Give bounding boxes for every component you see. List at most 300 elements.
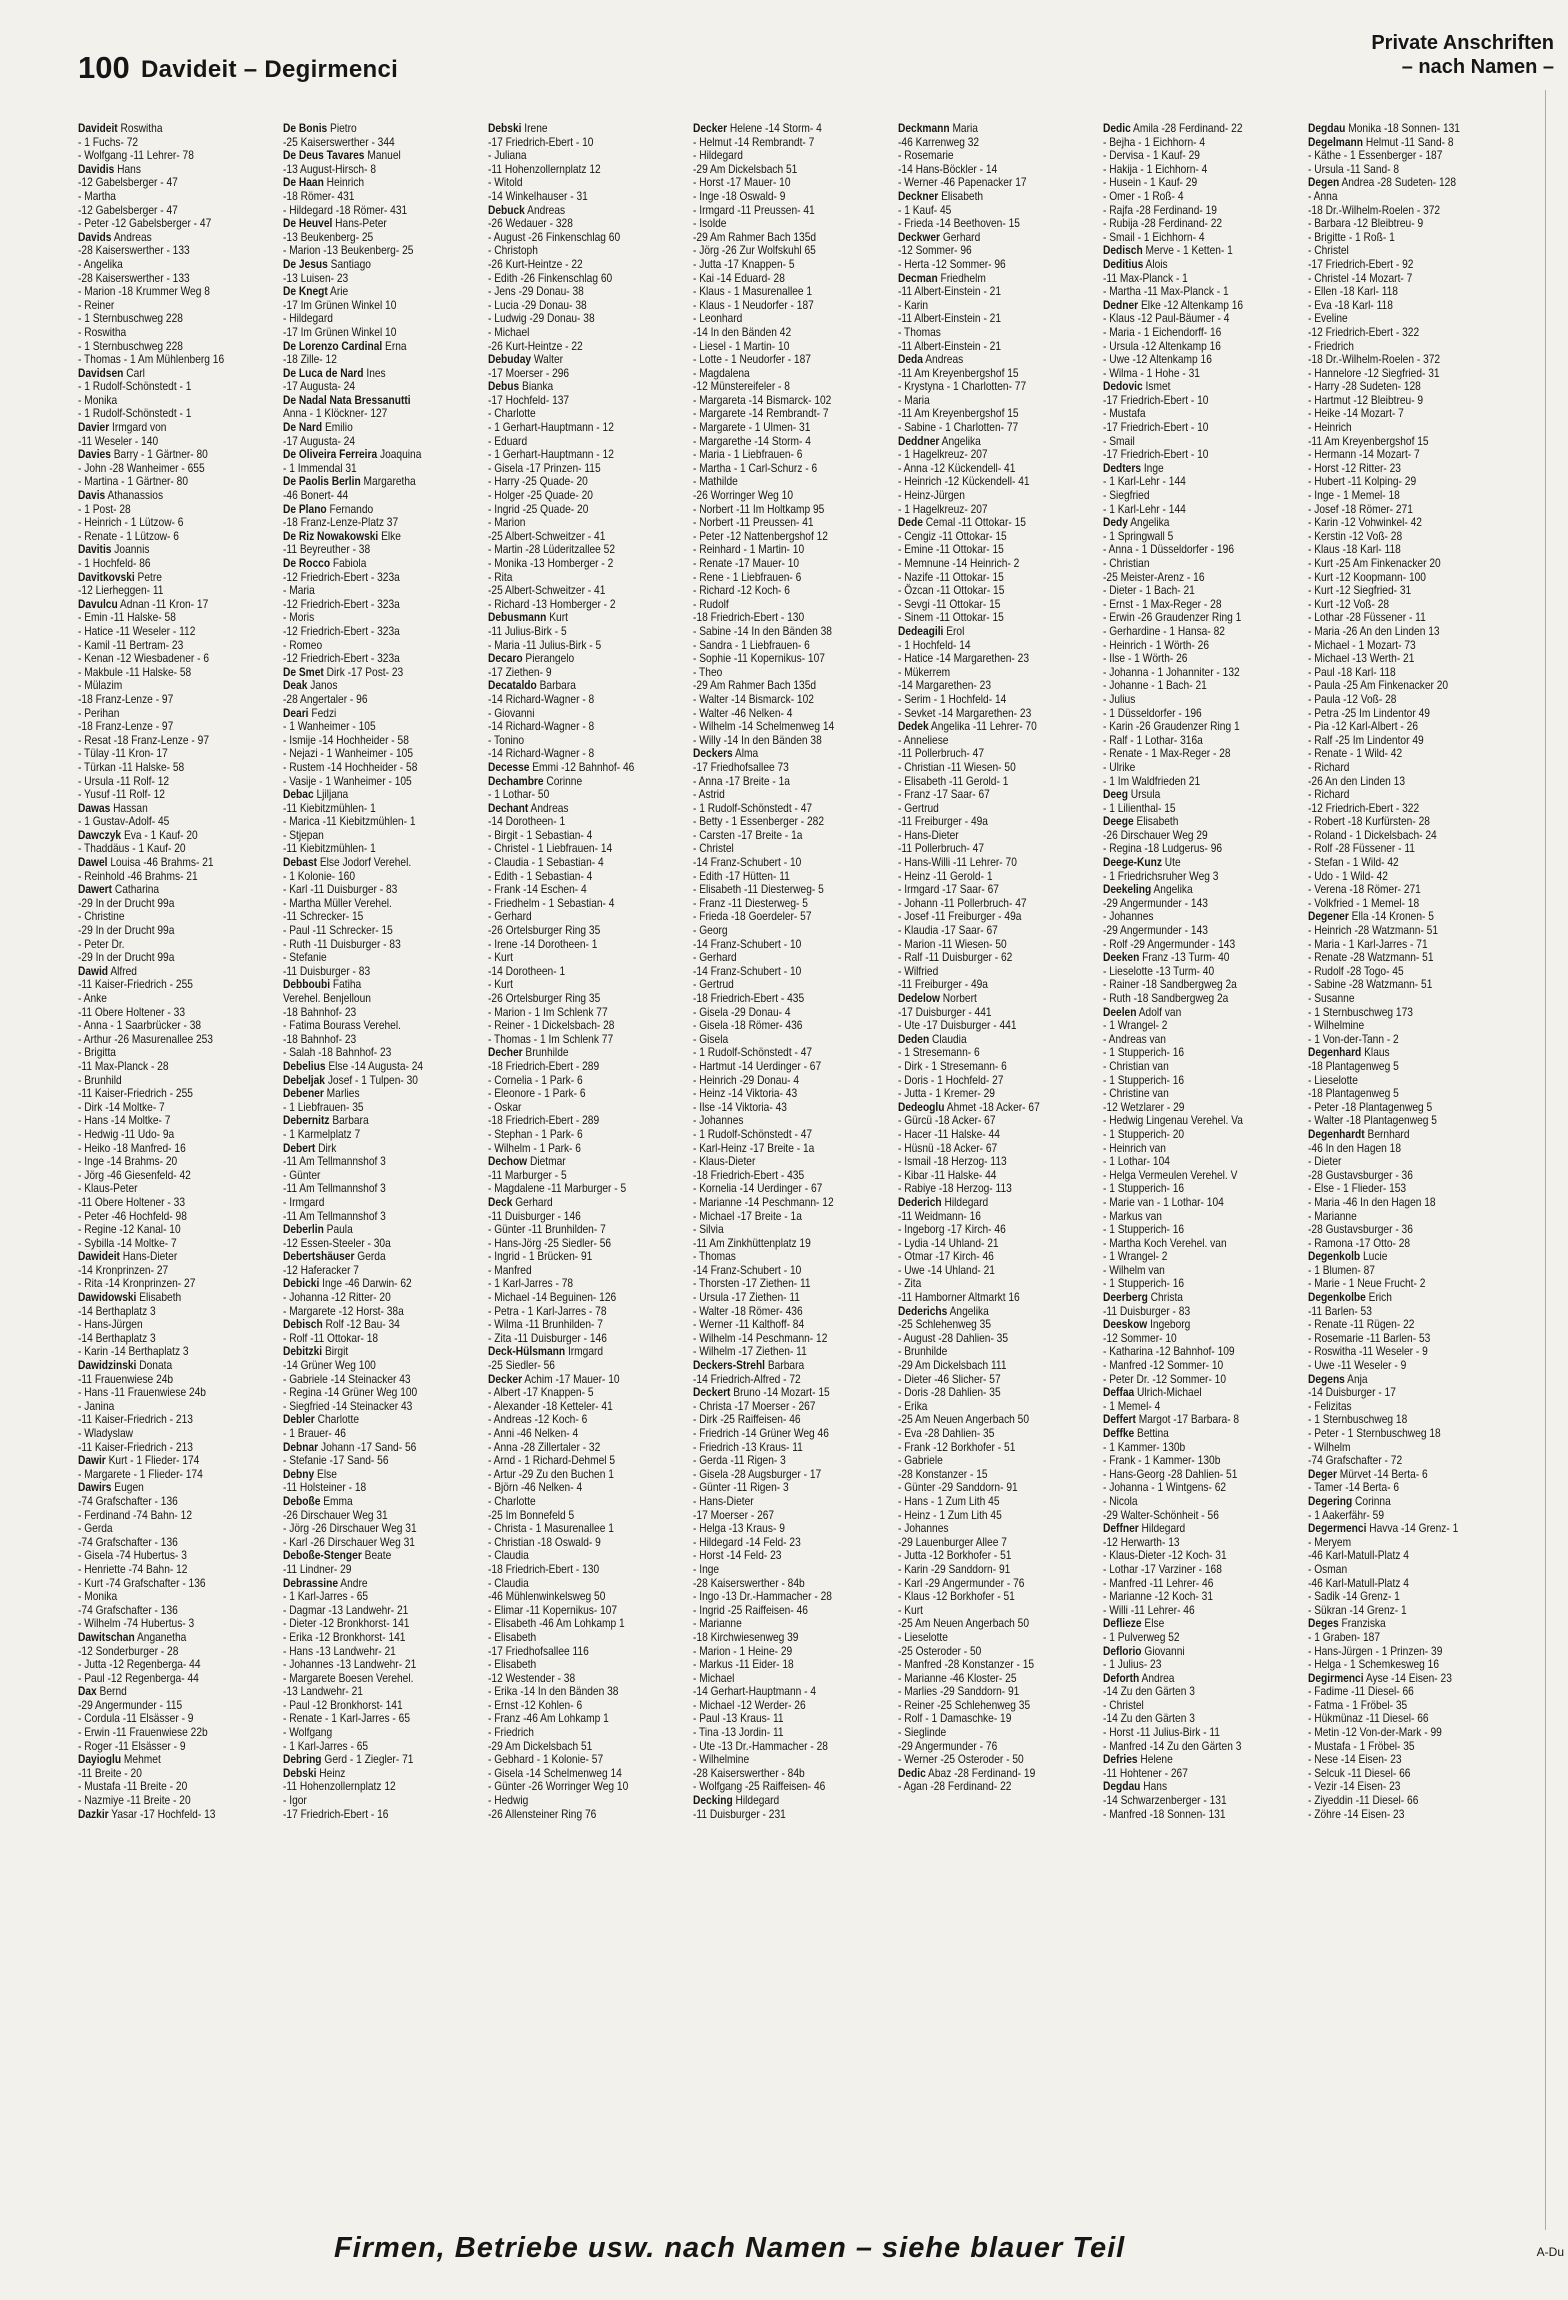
directory-entry-line: - Karl -11 Duisburger - 83 (283, 883, 398, 897)
directory-entry-line: - Ferdinand -74 Bahn- 12 (78, 1508, 193, 1522)
directory-entry-line: -29 Lauenburger Allee 7 (898, 1535, 1007, 1549)
entry-detail: Adnan -11 Kron- 17 (117, 597, 209, 611)
directory-entry-line: - Sinem -11 Ottokar- 15 (898, 611, 1004, 625)
directory-entry-line: - Zita (898, 1277, 922, 1291)
entry-detail: Barry - 1 Gärtner- 80 (110, 448, 208, 462)
entry-detail: Norbert (939, 992, 977, 1005)
directory-entry-line: -11 Obere Holtener - 33 (78, 1195, 186, 1209)
directory-entry-line: - Hildegard -18 Römer- 431 (283, 203, 408, 217)
entry-detail: Fedzi (308, 706, 337, 720)
directory-entry-line: -12 Münstereifeler - 8 (693, 380, 790, 394)
directory-entry-line: -11 Lindner- 29 (283, 1562, 352, 1576)
directory-entry-line: - 1 Stupperich- 20 (1103, 1127, 1185, 1141)
directory-entry-line: - Kai -14 Eduard- 28 (693, 271, 785, 285)
directory-entry-line: - Heinrich - 1 Lützow- 6 (78, 516, 184, 530)
directory-entry-head (283, 679, 450, 693)
directory-entry-line: - Renate - 1 Karl-Jarres - 65 (283, 1712, 411, 1726)
directory-entry-line: - Willi -11 Lehrer- 46 (1103, 1603, 1195, 1617)
directory-entry-line: - Martha Müller Verehel. (283, 896, 392, 910)
directory-entry-line: - Erika (898, 1399, 928, 1413)
entry-detail: Else (314, 1467, 337, 1481)
directory-entry-line: - Anna - 1 Saarbrücker - 38 (78, 1019, 202, 1033)
directory-entry-head (1308, 1617, 1475, 1631)
directory-entry-line: - Ziyeddin -11 Diesel- 66 (1308, 1794, 1419, 1808)
directory-entry-line: - Frieda -14 Beethoven- 15 (898, 217, 1020, 231)
directory-entry-line: - Henriette -74 Bahn- 12 (78, 1562, 188, 1576)
directory-entry-line: - 1 Friedrichsruher Weg 3 (1103, 869, 1219, 883)
surname: Deflieze (1103, 1617, 1142, 1631)
directory-entry-line: -29 Am Rahmer Bach 135d (693, 230, 817, 244)
directory-entry-line: - Kibar -11 Halske- 44 (898, 1168, 997, 1182)
directory-columns (78, 122, 1510, 2172)
entry-detail: Brunhilde (522, 1046, 569, 1060)
directory-entry-line: -17 Augusta- 24 (283, 380, 356, 394)
directory-entry-line: - Maria - 1 Liebfrauen- 6 (693, 448, 803, 462)
entry-detail: Angelika (939, 434, 981, 448)
directory-entry-line: -11 Kiebitzmühlen- 1 (283, 801, 376, 815)
directory-entry-line: - Maria - 1 Karl-Jarres - 71 (1308, 937, 1428, 951)
directory-entry-head (283, 149, 450, 163)
directory-entry-line: - Otmar -17 Kirch- 46 (898, 1250, 994, 1264)
directory-entry-head (283, 530, 450, 544)
directory-entry-head (1103, 1780, 1270, 1794)
directory-entry-line: - Heinrich (1308, 421, 1352, 435)
directory-entry-line: - Johannes (898, 1522, 949, 1536)
entry-detail: Ella -14 Kronen- 5 (1348, 910, 1434, 924)
surname: Dedeagili (898, 624, 944, 638)
directory-entry-line: - Klaus -18 Karl- 118 (1308, 543, 1401, 557)
directory-entry-line: - Franz -17 Saar- 67 (898, 788, 990, 802)
entry-detail: Hildegard (941, 1195, 989, 1209)
directory-entry-line: - Jutta -12 Borkhofer - 51 (898, 1549, 1012, 1563)
directory-entry-line: -18 Dr.-Wilhelm-Roelen - 372 (1308, 353, 1441, 367)
directory-entry-line: - Rolf -29 Angermunder - 143 (1103, 937, 1236, 951)
directory-entry-line: - Wilhelm -74 Hubertus- 3 (78, 1617, 195, 1631)
directory-entry-line: - Vezir -14 Eisen- 23 (1308, 1780, 1401, 1794)
directory-entry-head (488, 122, 655, 136)
directory-entry-line: - Friedrich (488, 1726, 534, 1740)
directory-entry-line: - Ramona -17 Otto- 28 (1308, 1236, 1411, 1250)
directory-entry-head (283, 1087, 450, 1101)
directory-entry-line: - 1 Pulverweg 52 (1103, 1630, 1180, 1644)
surname: Degenhardt (1308, 1127, 1365, 1141)
directory-entry-line: -11 Kaiser-Friedrich - 213 (78, 1413, 193, 1427)
entry-detail: Hassan (110, 801, 148, 815)
directory-entry-line: - Alexander -18 Ketteler- 41 (488, 1399, 613, 1413)
directory-entry-head (488, 1046, 655, 1060)
directory-entry-line: - Eduard (488, 434, 528, 448)
directory-entry-head (283, 340, 450, 354)
directory-entry-line: - Jutta - 1 Kremer- 29 (898, 1087, 995, 1101)
surname: Dechant (488, 801, 529, 815)
surname: De Smet (283, 665, 324, 679)
surname: Degdau (1103, 1780, 1141, 1794)
directory-entry-head (283, 1223, 450, 1237)
directory-entry-line: - 1 Karmelplatz 7 (283, 1127, 361, 1141)
entry-detail: Ljiljana (313, 788, 349, 802)
directory-entry-line: - Stephan - 1 Park- 6 (488, 1127, 583, 1141)
directory-entry-line: -26 Ortelsburger Ring 35 (488, 924, 601, 938)
entry-detail: Hildegard (1138, 1522, 1186, 1536)
directory-entry-head (1103, 258, 1270, 272)
directory-entry-line: - Stefanie (283, 951, 327, 965)
entry-detail: Pierangelo (522, 652, 575, 666)
entry-detail: Christa (1147, 1291, 1183, 1305)
directory-entry-line: - Jutta -12 Regenberga- 44 (78, 1658, 201, 1672)
directory-entry-line: - Thomas - 1 Am Mühlenberg 16 (78, 353, 225, 367)
directory-entry-line: - Charlotte (488, 1494, 536, 1508)
directory-entry-line: - Jörg -26 Zur Wolfskuhl 65 (693, 244, 816, 258)
surname: Deckwer (898, 230, 940, 244)
surname: Dedy (1103, 516, 1128, 530)
directory-entry-line: - Heinrich - 1 Wörth- 26 (1103, 638, 1210, 652)
directory-entry-line: - Eva -18 Karl- 118 (1308, 298, 1393, 312)
directory-entry-line: - Sabine -28 Watzmann- 51 (1308, 978, 1433, 992)
directory-entry-head (1103, 122, 1270, 136)
directory-entry-head (488, 611, 655, 625)
directory-entry-head (693, 747, 860, 761)
directory-entry-head (1308, 1522, 1475, 1536)
directory-entry-line: - Oskar (488, 1100, 522, 1114)
entry-detail: Klaus (1361, 1046, 1390, 1060)
directory-entry-line: -17 Friedrich-Ebert - 10 (1103, 448, 1209, 462)
directory-entry-line: - Markus -11 Eider- 18 (693, 1658, 794, 1672)
entry-detail: Irmgard (565, 1345, 604, 1359)
directory-entry-line: - Renate - 1 Max-Reger - 28 (1103, 747, 1231, 761)
directory-entry-line: - Makbule -11 Halske- 58 (78, 665, 192, 679)
surname: Deckers (693, 747, 733, 761)
directory-entry-line: - Klaudia -17 Saar- 67 (898, 924, 998, 938)
surname: De Knegt (283, 285, 328, 299)
entry-detail: Elke -12 Altenkamp 16 (1138, 298, 1244, 312)
directory-entry-line: - Marianne (1308, 1209, 1357, 1223)
directory-entry-line: - Martha -11 Max-Planck - 1 (1103, 285, 1229, 299)
directory-entry-head (283, 707, 450, 721)
surname: Dedner (1103, 298, 1139, 312)
directory-column (898, 122, 1065, 2172)
directory-entry-line: - Perihan (78, 706, 120, 720)
directory-entry-line: - 1 Springwall 5 (1103, 529, 1174, 543)
directory-entry-line: - Nazife -11 Ottokar- 15 (898, 570, 1004, 584)
directory-entry-head (78, 543, 245, 557)
directory-entry-line: - Inge -14 Brahms- 20 (78, 1155, 178, 1169)
directory-entry-line: -11 Kaiser-Friedrich - 255 (78, 1087, 193, 1101)
surname: Deekeling (1103, 883, 1152, 897)
directory-entry-head (78, 231, 245, 245)
directory-entry-head (78, 421, 245, 435)
directory-entry-head (283, 1345, 450, 1359)
directory-entry-line: - Hans-Dieter (693, 1494, 754, 1508)
directory-entry-line: - Wilhelmine (693, 1753, 750, 1767)
directory-entry-line: -12 Westender - 38 (488, 1671, 576, 1685)
entry-detail: Eva - 1 Kauf- 20 (121, 828, 198, 842)
entry-detail: Eugen (111, 1481, 144, 1495)
directory-entry-line: - 1 Karl-Jarres - 78 (488, 1277, 574, 1291)
directory-entry-line: - Serim - 1 Hochfeld- 14 (898, 692, 1007, 706)
directory-entry-line: -17 Friedrich-Ebert - 92 (1308, 257, 1414, 271)
directory-entry-line: - Wilhelm van (1103, 1263, 1165, 1277)
directory-entry-line: -26 Worringer Weg 10 (693, 489, 794, 503)
directory-entry-line: - Hans -14 Moltke- 7 (78, 1114, 171, 1128)
directory-entry-head (898, 1196, 1065, 1210)
directory-entry-head (693, 1359, 860, 1373)
directory-entry-line: - Wolfgang -25 Raiffeisen- 46 (693, 1780, 826, 1794)
entry-detail: Franziska (1338, 1617, 1386, 1631)
directory-entry-line: -14 Zu den Gärten 3 (1103, 1685, 1195, 1699)
footer-note: Firmen, Betriebe usw. nach Namen – siehe blauer Teil (334, 2232, 1126, 2264)
directory-entry-line: - Heiko -18 Manfred- 16 (78, 1141, 186, 1155)
directory-entry-line: - Gisela -17 Prinzen- 115 (488, 461, 601, 475)
directory-column (1308, 122, 1475, 2172)
directory-entry-line: -11 Max-Planck - 1 (1103, 271, 1188, 285)
directory-entry-head (283, 1753, 450, 1767)
directory-entry-line: -14 Schwarzenberger - 131 (1103, 1794, 1227, 1808)
directory-column (78, 122, 245, 2172)
directory-entry-line: - Robert -18 Kurfürsten- 28 (1308, 815, 1430, 829)
directory-entry-line: - Gerhardine - 1 Hansa- 82 (1103, 624, 1225, 638)
directory-entry-line: - Hedwig Lingenau Verehel. Va (1103, 1114, 1243, 1128)
surname: Dayioglu (78, 1753, 122, 1767)
surname: De Bonis (283, 122, 328, 135)
directory-entry-line: - Hans-Jörg -25 Siedler- 56 (488, 1236, 612, 1250)
directory-entry-head (693, 1386, 860, 1400)
directory-entry-line: -14 Berthaplatz 3 (78, 1331, 156, 1345)
entry-detail: Roswitha (117, 122, 163, 135)
directory-entry-line: - 1 Stupperich- 16 (1103, 1182, 1185, 1196)
directory-entry-line: - Cengiz -11 Ottokar- 15 (898, 529, 1007, 543)
directory-entry-line: - Roger -11 Elsässer - 9 (78, 1739, 186, 1753)
directory-entry-line: -25 Meister-Arenz - 16 (1103, 570, 1205, 584)
directory-entry-line: - Christine van (1103, 1087, 1169, 1101)
entry-detail: Hans-Dieter (119, 1250, 178, 1264)
surname: Deddner (898, 434, 940, 448)
directory-entry-line: - Horst -14 Feld- 23 (693, 1549, 782, 1563)
directory-entry-line: - Peter - 1 Sternbuschweg 18 (1308, 1427, 1441, 1440)
directory-entry-line: - 1 Wrangel- 2 (1103, 1250, 1168, 1264)
entry-detail: Marlies (323, 1087, 360, 1101)
surname: Deger (1308, 1467, 1337, 1481)
surname: Degermenci (1308, 1522, 1367, 1536)
surname: Decman (898, 271, 938, 285)
directory-entry-line: - Christine (78, 910, 125, 924)
entry-detail: Emmi -12 Bahnhof- 46 (529, 760, 635, 774)
entry-detail: Birgit (322, 1345, 349, 1359)
directory-entry-line: -13 Landwehr- 21 (283, 1685, 363, 1699)
directory-entry-line: - Kurt -12 Koopmann- 100 (1308, 570, 1426, 584)
directory-entry-line: -17 Friedrich-Ebert - 16 (283, 1807, 389, 1821)
surname: Degener (1308, 910, 1349, 924)
directory-entry-line: - Elimar -11 Kopernikus- 107 (488, 1603, 618, 1617)
surname: Deditius (1103, 257, 1144, 271)
directory-entry-line: -18 Friedrich-Ebert - 289 (488, 1059, 600, 1073)
directory-entry-head (78, 1481, 245, 1495)
directory-entry-head (488, 1345, 655, 1359)
directory-entry-line: -12 Haferacker 7 (283, 1263, 359, 1277)
directory-entry-head (693, 122, 860, 136)
entry-detail: Claudia (929, 1032, 967, 1046)
directory-entry-line: - Sandra - 1 Liebfrauen- 6 (693, 638, 810, 652)
directory-entry-line: - Ernst -12 Kohlen- 6 (488, 1698, 583, 1712)
directory-entry-line: -74 Grafschafter - 136 (78, 1494, 178, 1508)
directory-entry-line: -11 Holsteiner - 18 (283, 1481, 367, 1495)
directory-entry-line: - Albert -17 Knappen- 5 (488, 1386, 594, 1400)
directory-entry-line: - Dirk -14 Moltke- 7 (78, 1100, 165, 1114)
directory-entry-line: - 1 Gerhart-Hauptmann - 12 (488, 421, 614, 435)
directory-entry-line: - 1 Julius- 23 (1103, 1658, 1162, 1672)
surname: Dedovic (1103, 380, 1143, 394)
entry-detail: Petre (134, 570, 162, 584)
directory-entry-line: - Christian (1103, 557, 1150, 570)
surname: Debert (283, 1141, 316, 1155)
directory-entry-line: -26 Wedauer - 328 (488, 217, 573, 231)
directory-entry-line: - Rustem -14 Hochheider - 58 (283, 760, 418, 774)
entry-detail: Angelika (1127, 516, 1170, 530)
directory-entry-head (488, 353, 655, 367)
entry-detail: Ahmet -18 Acker- 67 (944, 1100, 1040, 1114)
directory-entry-line: - 1 Karl-Lehr - 144 (1103, 475, 1186, 489)
directory-entry-head (1103, 1386, 1270, 1400)
entry-detail: Elisabeth (938, 189, 984, 203)
directory-entry-line: -25 Schlehenweg 35 (898, 1318, 992, 1332)
directory-entry-line: - Ernst - 1 Max-Reger - 28 (1103, 597, 1222, 611)
entry-detail: Fabiola (330, 557, 367, 570)
directory-entry-line: - Wilhelm (1308, 1440, 1351, 1454)
directory-entry-line: -12 Sommer- 10 (1103, 1331, 1177, 1345)
directory-entry-head (1103, 1291, 1270, 1305)
directory-entry-line: -14 Richard-Wagner - 8 (488, 692, 595, 706)
directory-entry-line: - Gertrud (898, 801, 939, 815)
directory-entry-line: - Moris (283, 611, 315, 625)
directory-entry-line: - 1 Hagelkreuz- 207 (898, 502, 988, 516)
directory-entry-head (1308, 1373, 1475, 1387)
directory-entry-line: -26 Allensteiner Ring 76 (488, 1807, 597, 1821)
directory-entry-line: - Dieter -46 Slicher- 57 (898, 1372, 1001, 1386)
directory-entry-head (898, 435, 1065, 449)
surname: Deckmann (898, 122, 950, 135)
directory-column (693, 122, 860, 2172)
directory-entry-line: - Rosemarie -11 Barlen- 53 (1308, 1331, 1431, 1345)
surname: Degelmann (1308, 135, 1363, 149)
directory-entry-line: - 1 Kolonie- 160 (283, 869, 356, 883)
surname: Dawidzinski (78, 1359, 137, 1373)
entry-detail: Emma (320, 1494, 353, 1508)
surname: Dedic (1103, 122, 1131, 135)
directory-entry-line: - Leonhard (693, 312, 743, 326)
directory-entry-line: - Sevgi -11 Ottokar- 15 (898, 597, 1001, 611)
directory-entry-line: - Juliana (488, 149, 527, 163)
directory-entry-head (283, 856, 450, 870)
directory-entry-line: - Edith - 1 Sebastian- 4 (488, 869, 593, 883)
directory-entry-line: -46 Karrenweg 32 (898, 135, 980, 149)
directory-entry-line: - Wilhelmine (1308, 1019, 1365, 1033)
directory-entry-line: - Anneliese (898, 733, 949, 747)
directory-entry-line: -12 Sonderburger - 28 (78, 1644, 179, 1658)
directory-entry-line: - Hüsnü -18 Acker- 67 (898, 1141, 998, 1155)
directory-entry-head (1308, 1250, 1475, 1264)
directory-entry-line: - Christel (693, 842, 734, 856)
directory-entry-line: - Friedrich -13 Kraus- 11 (693, 1440, 803, 1454)
directory-entry-line: - Astrid (693, 788, 725, 802)
directory-entry-line: - Siegfried -14 Steinacker 43 (283, 1399, 413, 1413)
directory-entry-line: - Karl -29 Angermunder - 76 (898, 1576, 1025, 1590)
directory-entry-line: -74 Grafschafter - 136 (78, 1603, 178, 1617)
directory-entry-line: - Heinrich -29 Donau- 4 (693, 1073, 800, 1087)
directory-entry-line: - Hedwig (488, 1794, 529, 1808)
directory-entry-head (488, 652, 655, 666)
directory-entry-line: - Else - 1 Flieder- 153 (1308, 1182, 1407, 1196)
directory-entry-line: - Husein - 1 Kauf- 29 (1103, 176, 1198, 190)
directory-entry-line: - Elisabeth -11 Diesterweg- 5 (693, 883, 824, 897)
surname: Debus (488, 380, 520, 394)
directory-entry-line: - Herta -12 Sommer- 96 (898, 257, 1006, 271)
directory-entry-line: -17 Friedhofsallee 116 (488, 1644, 589, 1658)
directory-entry-line: - Kurt (488, 951, 513, 965)
directory-entry-line: - Reinhard - 1 Martin- 10 (693, 543, 805, 557)
directory-entry-head (1103, 244, 1270, 258)
directory-entry-line: - Pia -12 Karl-Albert - 26 (1308, 720, 1419, 734)
directory-entry-line: - Giovanni (488, 706, 535, 720)
surname: Deak (283, 679, 308, 693)
directory-entry-line: -12 Sommer- 96 (898, 244, 972, 258)
entry-detail: Hans-Peter (332, 217, 387, 231)
directory-entry-line: - Regina -14 Grüner Weg 100 (283, 1386, 418, 1400)
directory-entry-line: - Rajfa -28 Ferdinand- 19 (1103, 203, 1217, 217)
directory-entry-line: -28 Gustavsburger - 36 (1308, 1168, 1413, 1182)
directory-entry-line: -14 Zu den Gärten 3 (1103, 1712, 1195, 1726)
directory-entry-line: -11 Am Zinkhüttenplatz 19 (693, 1236, 811, 1250)
surname: Degenkolbe (1308, 1291, 1366, 1305)
directory-entry-line: - Magdalene -11 Marburger - 5 (488, 1182, 627, 1196)
surname: Debski (488, 122, 522, 135)
directory-entry-line: - Petra - 1 Karl-Jarres - 78 (488, 1304, 607, 1318)
directory-entry-line: - Zita -11 Duisburger - 146 (488, 1331, 607, 1345)
directory-entry-head (1308, 176, 1475, 190)
surname: Debernitz (283, 1114, 330, 1128)
directory-entry-line: -11 Am Tellmannshof 3 (283, 1209, 386, 1223)
entry-detail: Bernhard (1364, 1127, 1410, 1141)
surname: De Paolis Berlin (283, 475, 361, 489)
directory-entry-line: - 1 Lilienthal- 15 (1103, 801, 1176, 815)
directory-entry-line: - Klaus - 1 Neudorfer - 187 (693, 298, 814, 312)
entry-detail: Inge (1140, 461, 1164, 475)
directory-entry-head (78, 1808, 245, 1822)
directory-entry-line: - Ute -13 Dr.-Hammacher - 28 (693, 1739, 828, 1753)
directory-entry-line: - Johanna -12 Ritter- 20 (283, 1291, 391, 1305)
directory-entry-line: - Carsten -17 Breite - 1a (693, 828, 803, 842)
directory-entry-line: Verehel. Benjelloun (283, 992, 371, 1005)
entry-detail: Santiago (327, 257, 371, 271)
directory-entry-line: - Lydia -14 Uhland- 21 (898, 1236, 999, 1250)
surname: Degirmenci (1308, 1671, 1364, 1685)
directory-entry-line: -12 Gabelsberger - 47 (78, 203, 178, 217)
directory-entry-line: - Birgit - 1 Sebastian- 4 (488, 828, 593, 842)
directory-entry-line: - Monika -13 Homberger - 2 (488, 557, 614, 570)
directory-entry-line: - Ilse -14 Viktoria- 43 (693, 1100, 787, 1114)
directory-entry-line: -11 Schrecker- 15 (283, 910, 364, 924)
entry-detail: Ute (1161, 856, 1181, 870)
surname: Deboße (283, 1494, 321, 1508)
directory-entry-line: - Claudia - 1 Sebastian- 4 (488, 856, 604, 870)
directory-entry-line: -17 Augusta- 24 (283, 434, 356, 448)
surname: Dazkir (78, 1807, 109, 1821)
directory-entry-head (78, 571, 245, 585)
directory-entry-line: - Dieter -12 Bronkhorst- 141 (283, 1617, 410, 1631)
surname: Davids (78, 230, 112, 244)
directory-entry-line: - Mükerrem (898, 665, 951, 679)
entry-detail: Gerhard (512, 1195, 553, 1209)
directory-entry-head (283, 1441, 450, 1455)
directory-entry-head (283, 367, 450, 381)
